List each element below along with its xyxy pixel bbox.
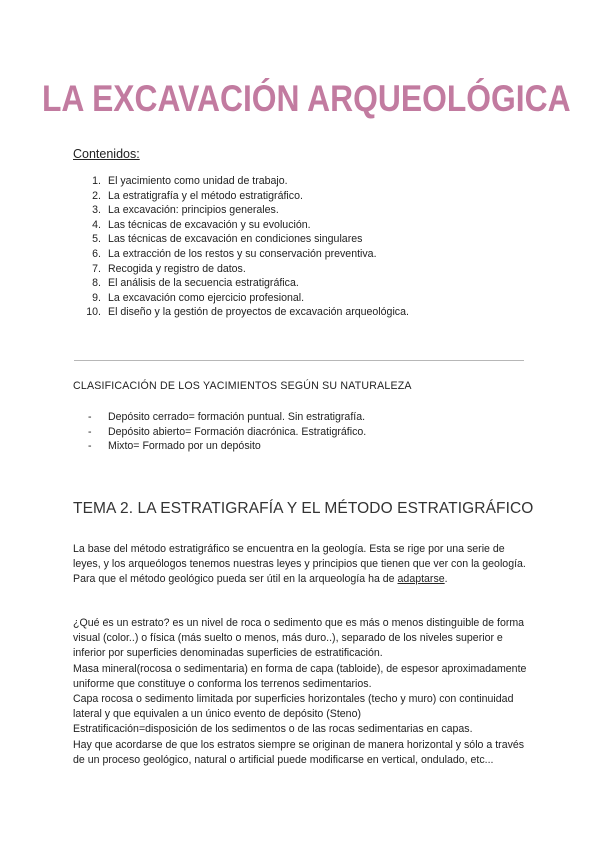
underlined-word: adaptarse — [397, 573, 445, 586]
list-text: Depósito abierto= Formación diacrónica. Estratigráfico. — [108, 425, 367, 438]
paragraph-text: Capa rocosa o sedimento limitada por superficies horizontales (techo y muro) con continuidad lateral y que equivalen a un único evento de depósito (Steno) — [73, 693, 514, 721]
list-text: Las técnicas de excavación en condiciones singulares — [108, 233, 363, 246]
list-item — [73, 262, 409, 277]
horizontal-divider — [74, 360, 524, 361]
paragraph-line — [73, 572, 533, 587]
list-text: Depósito cerrado= formación puntual. Sin estratigrafía. — [108, 411, 366, 423]
list-number: 3. — [92, 204, 101, 217]
list-number: 10. — [86, 306, 101, 319]
paragraph-text: Para que el método geológico pueda ser útil en la arqueología ha de — [73, 573, 398, 586]
paragraph-geology — [73, 542, 533, 588]
list-text: La excavación: principios generales. — [108, 204, 279, 217]
paragraph-text: La base del método estratigráfico se encuentra en la geología. Esta se rige por una serie de leyes, y los arqueólogos tenemos nuestras leyes y principios que tienen que ver con la geología. — [73, 543, 526, 571]
contents-list — [73, 174, 409, 320]
paragraph-text: ¿Qué es un estrato? es un nivel de roca o sedimento que es más o menos distinguible de forma visual (color..) o física (más suelto o menos, más duro..), separado de los niveles superior e inferior por superficies denominadas superficies de estratificación. — [73, 617, 525, 660]
list-number: 1. — [92, 175, 101, 187]
paragraph-text: Estratificación=disposición de los sedimentos o de las rocas sedimentarias en capas. — [73, 723, 473, 736]
list-text: Las técnicas de excavación y su evolución. — [108, 218, 311, 231]
contents-heading: Contenidos: — [73, 147, 140, 161]
list-number: 4. — [92, 218, 101, 231]
list-text: Mixto= Formado por un depósito — [108, 440, 261, 453]
list-item — [88, 439, 366, 454]
list-number: 8. — [92, 277, 101, 290]
paragraph-text: . — [444, 573, 448, 586]
list-item — [73, 203, 409, 218]
list-text: El análisis de la secuencia estratigráfica. — [108, 277, 299, 290]
list-number: 6. — [92, 247, 101, 260]
tema-heading: TEMA 2. LA ESTRATIGRAFÍA Y EL MÉTODO ESTRATIGRÁFICO — [73, 500, 534, 517]
list-item — [88, 425, 366, 440]
list-text: El yacimiento como unidad de trabajo. — [108, 175, 288, 187]
list-number: 2. — [92, 189, 101, 202]
paragraph-text: Masa mineral(rocosa o sedimentaria) en forma de capa (tabloide), de espesor aproximadamente uniforme que constituye o conforma los terrenos sedimentarios. — [73, 662, 527, 690]
list-item — [73, 305, 409, 320]
list-item — [73, 189, 409, 204]
list-item — [73, 276, 409, 291]
document-title: LA EXCAVACIÓN ARQUEOLÓGICA — [42, 78, 571, 119]
list-number: 5. — [92, 233, 101, 246]
list-text: La extracción de los restos y su conservación preventiva. — [108, 247, 377, 260]
dash-bullet: - — [88, 440, 92, 453]
list-text: La estratigrafía y el método estratigráfico. — [108, 189, 303, 202]
list-item — [73, 174, 409, 189]
classification-heading: CLASIFICACIÓN DE LOS YACIMIENTOS SEGÚN SU NATURALEZA — [73, 380, 412, 392]
list-item — [73, 291, 409, 306]
list-number: 7. — [92, 262, 101, 275]
list-text: El diseño y la gestión de proyectos de excavación arqueológica. — [108, 306, 409, 319]
list-item — [88, 410, 366, 425]
paragraph-estrato — [73, 616, 533, 768]
list-text: Recogida y registro de datos. — [108, 262, 246, 275]
dash-bullet: - — [88, 411, 92, 423]
list-item — [73, 247, 409, 262]
list-item — [73, 218, 409, 233]
paragraph-text: Hay que acordarse de que los estratos siempre se originan de manera horizontal y sólo a través de un proceso geológico, natural o artificial puede modificarse en vertical, ondulado, etc... — [73, 738, 525, 766]
dash-bullet: - — [88, 425, 92, 438]
list-item — [73, 232, 409, 247]
list-text: La excavación como ejercicio profesional. — [108, 291, 305, 304]
list-number: 9. — [92, 291, 101, 304]
classification-list — [88, 410, 366, 454]
